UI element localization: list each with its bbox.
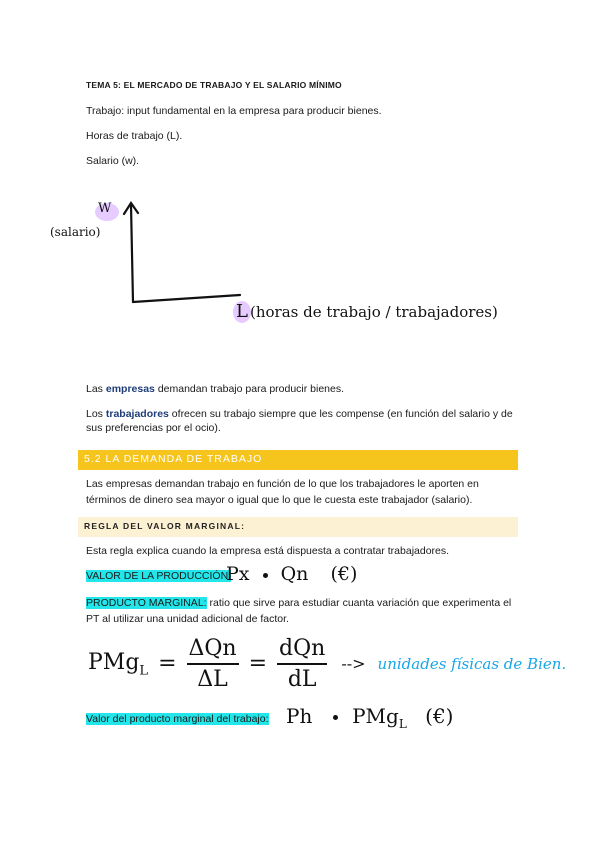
fraction-delta-den: ΔL bbox=[197, 666, 228, 692]
fraction-delta-num: ΔQn bbox=[188, 636, 237, 661]
vpm-formula bbox=[286, 704, 453, 731]
multiply-dot bbox=[263, 573, 268, 578]
x-axis-symbol: L bbox=[236, 301, 248, 322]
vpm-row bbox=[86, 712, 269, 726]
pmg-base: PMg bbox=[88, 649, 140, 675]
section-body: Las empresas demandan trabajo en función de lo que los trabajadores le aporten en términos de dinero sea mayor o igual que lo que le cuesta este trabajador (salario). bbox=[86, 478, 479, 506]
labor-graph bbox=[40, 195, 540, 335]
fraction-derivative-den: dL bbox=[287, 666, 317, 692]
section-title: 5.2 LA DEMANDA DE TRABAJO bbox=[84, 453, 263, 465]
intro-horas: Horas de trabajo (L). bbox=[86, 130, 183, 142]
empresas-pre: Las bbox=[86, 383, 106, 395]
producto-marginal-label: PRODUCTO MARGINAL: bbox=[86, 597, 207, 609]
vpm-ph: Ph bbox=[286, 704, 313, 728]
formula-px: Px bbox=[226, 563, 250, 585]
fraction-derivative-bar bbox=[277, 663, 327, 665]
valor-produccion-row bbox=[86, 569, 231, 583]
equals-1: = bbox=[158, 651, 177, 677]
units-note: unidades físicas de Bien. bbox=[377, 654, 567, 673]
fraction-derivative bbox=[277, 636, 327, 692]
section-heading bbox=[78, 450, 518, 470]
trabajadores-pre: Los bbox=[86, 408, 106, 420]
trabajadores-paragraph bbox=[86, 407, 516, 435]
equals-2: = bbox=[248, 651, 268, 677]
pmg-formula bbox=[88, 636, 566, 692]
vpm-label: Valor del producto marginal del trabajo: bbox=[86, 713, 269, 725]
page-title: TEMA 5: EL MERCADO DE TRABAJO Y EL SALARIO MÍNIMO bbox=[86, 80, 342, 90]
producto-marginal-paragraph bbox=[86, 595, 518, 627]
valor-produccion-formula bbox=[226, 563, 357, 585]
empresas-keyword: empresas bbox=[105, 383, 155, 395]
pmg-sub: L bbox=[139, 662, 149, 678]
regla-title: REGLA DEL VALOR MARGINAL: bbox=[84, 521, 246, 531]
fraction-derivative-num: dQn bbox=[279, 636, 326, 661]
formula-unit: (€) bbox=[330, 563, 358, 585]
vpm-unit: (€) bbox=[425, 704, 454, 728]
valor-produccion-label: VALOR DE LA PRODUCCIÓN: bbox=[86, 570, 232, 582]
vpm-pmg: PMg bbox=[352, 704, 399, 728]
formula-qn: Qn bbox=[280, 563, 309, 585]
x-axis-label: (horas de trabajo / trabajadores) bbox=[250, 303, 498, 321]
y-axis-label: (salario) bbox=[50, 225, 101, 239]
regla-heading bbox=[78, 517, 518, 537]
arrow: --> bbox=[341, 654, 366, 674]
producto-marginal-text: ratio que sirve para estudiar cuanta variación que experimenta el PT al utilizar una unidad adicional de factor. bbox=[86, 597, 512, 625]
fraction-delta-bar bbox=[187, 663, 239, 665]
pmg-symbol bbox=[88, 650, 148, 678]
regla-body: Esta regla explica cuando la empresa está dispuesta a contratar trabajadores. bbox=[86, 545, 450, 557]
vpm-pmg-sub: L bbox=[398, 717, 407, 731]
empresas-line bbox=[86, 382, 344, 396]
empresas-post: demandan trabajo para producir bienes. bbox=[154, 383, 345, 395]
intro-salario: Salario (w). bbox=[86, 155, 140, 167]
y-axis-symbol: W bbox=[98, 201, 112, 216]
fraction-delta bbox=[187, 636, 239, 692]
vpm-multiply-dot bbox=[333, 715, 338, 720]
trabajadores-post: ofrecen su trabajo siempre que les compense (en función del salario y de sus preferencias por el ocio). bbox=[86, 408, 513, 434]
trabajadores-keyword: trabajadores bbox=[105, 408, 169, 420]
intro-trabajo: Trabajo: input fundamental en la empresa para producir bienes. bbox=[86, 105, 382, 117]
